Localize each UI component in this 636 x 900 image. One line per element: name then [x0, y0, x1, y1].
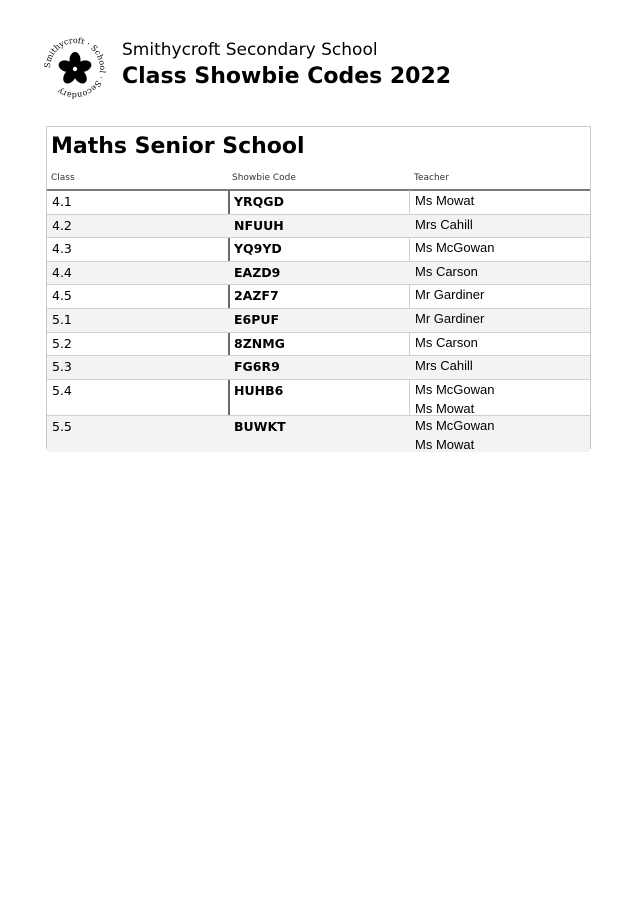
table-row — [47, 191, 590, 215]
table-row — [47, 416, 590, 452]
class-cell: 5.2 — [52, 335, 72, 351]
teacher-name: Ms Mowat — [415, 193, 475, 208]
table-row — [47, 309, 590, 333]
school-name: Smithycroft Secondary School — [122, 40, 378, 60]
teacher-name: Ms McGowan — [415, 240, 495, 256]
teacher-cell — [415, 285, 484, 304]
teacher-name: Mrs Cahill — [415, 216, 473, 232]
teacher-name: Mr Gardiner — [415, 310, 485, 326]
teacher-cell — [415, 380, 494, 418]
teacher-cell — [415, 262, 478, 281]
teacher-cell — [415, 215, 473, 234]
showbie-code-cell: YQ9YD — [234, 241, 282, 257]
class-cell: 5.4 — [52, 382, 72, 398]
teacher-name: Ms Mowat — [415, 436, 475, 452]
teacher-name: Ms Carson — [415, 263, 478, 279]
flower-crest-icon — [44, 37, 106, 99]
table-row — [47, 262, 590, 286]
column-header-showbie-code: Showbie Code — [232, 173, 296, 183]
teacher-name: Ms McGowan — [415, 381, 495, 397]
teacher-cell — [415, 238, 494, 257]
class-cell: 5.3 — [52, 359, 72, 375]
logo-ring-text: mithycroft · Scho l · Secondary — [44, 37, 106, 99]
teacher-cell — [415, 356, 473, 375]
showbie-code-cell: E6PUF — [234, 311, 280, 327]
showbie-code-cell: FG6R9 — [234, 359, 280, 375]
class-cell: 4.2 — [52, 217, 72, 233]
school-logo — [44, 37, 106, 99]
class-cell: 5.1 — [52, 311, 72, 327]
class-cell: 5.5 — [52, 418, 72, 434]
section-title: Maths Senior School — [51, 134, 305, 159]
teacher-cell — [415, 309, 484, 328]
teacher-name: Mr Gardiner — [415, 287, 485, 303]
showbie-code-cell: NFUUH — [234, 217, 284, 233]
codes-table-panel — [46, 126, 591, 452]
showbie-code-cell: YRQGD — [234, 194, 284, 209]
class-cell: 4.4 — [52, 264, 72, 280]
showbie-code-cell: BUWKT — [234, 418, 286, 434]
teacher-cell — [415, 333, 478, 352]
table-body — [47, 191, 590, 452]
showbie-code-cell: EAZD9 — [234, 264, 281, 280]
table-row — [47, 356, 590, 380]
showbie-code-cell: 8ZNMG — [234, 335, 285, 351]
class-cell: 4.5 — [52, 288, 72, 304]
teacher-name: Mrs Cahill — [415, 358, 473, 374]
teacher-name: Ms Mowat — [415, 400, 475, 416]
table-row — [47, 238, 590, 262]
showbie-code-cell: 2AZF7 — [234, 288, 279, 304]
teacher-name: Ms McGowan — [415, 417, 495, 433]
table-row — [47, 285, 590, 309]
teacher-cell — [415, 191, 474, 210]
table-row — [47, 333, 590, 357]
table-row — [47, 215, 590, 239]
class-cell: 4.3 — [52, 241, 72, 257]
table-row — [47, 380, 590, 416]
teacher-name: Ms Carson — [415, 334, 478, 350]
column-header-class: Class — [51, 173, 75, 183]
column-header-teacher: Teacher — [414, 173, 449, 183]
showbie-code-cell: HUHB6 — [234, 382, 284, 398]
class-cell: 4.1 — [52, 194, 72, 209]
teacher-cell — [415, 416, 494, 454]
page-title: Class Showbie Codes 2022 — [122, 64, 452, 89]
